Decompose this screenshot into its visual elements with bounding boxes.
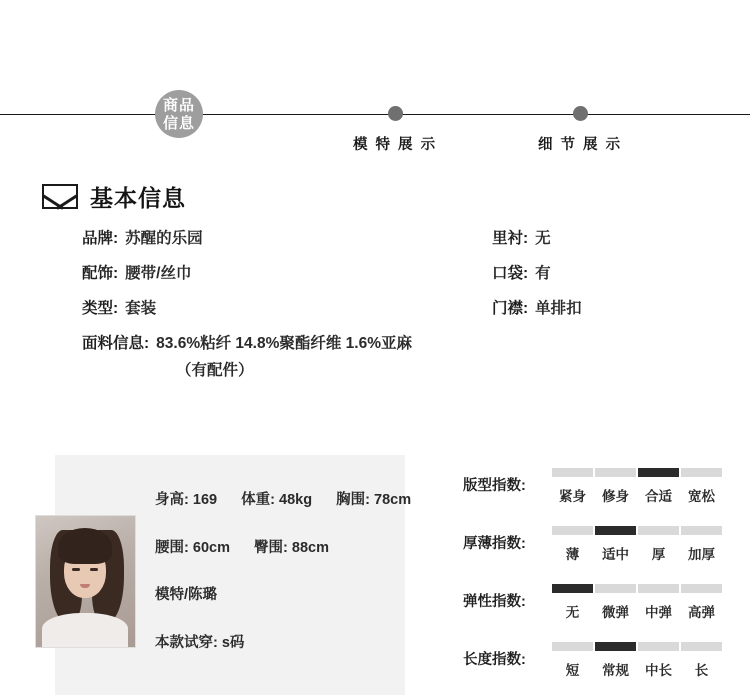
index-option-label: 修身 — [602, 489, 629, 504]
model-waist-label: 腰围: — [155, 539, 189, 556]
index-option-label: 常规 — [602, 663, 629, 678]
info-label: 门襟: — [492, 300, 529, 317]
index-option-label: 薄 — [565, 547, 580, 562]
stepper-circle-line1: 商品 — [162, 96, 195, 114]
stepper-dot-detail-display — [573, 106, 588, 121]
model-spec-row — [155, 493, 411, 508]
index-thickness — [463, 518, 743, 576]
index-length — [463, 634, 743, 692]
model-hip-label: 臀围: — [254, 539, 288, 556]
index-option-active — [594, 526, 637, 563]
stepper-label-model-display: 模 特 展 示 — [353, 137, 438, 153]
index-bar — [595, 584, 636, 593]
index-option — [680, 642, 723, 679]
index-option-label: 中长 — [645, 663, 672, 678]
index-option-label: 中弹 — [645, 605, 672, 620]
info-value: 无 — [535, 230, 551, 247]
index-bar — [638, 642, 679, 651]
index-bar — [638, 584, 679, 593]
index-option-label: 宽松 — [688, 489, 715, 504]
index-option-active — [594, 642, 637, 679]
index-option — [680, 526, 723, 563]
index-scale — [551, 468, 723, 505]
fabric-label: 面料信息: — [82, 335, 150, 352]
info-cell — [82, 298, 492, 320]
info-cell — [492, 263, 551, 285]
envelope-icon — [42, 184, 78, 209]
info-cell — [82, 263, 492, 285]
info-label: 里衬: — [492, 230, 529, 247]
index-bar — [681, 526, 722, 535]
index-option — [680, 584, 723, 621]
model-weight-label: 体重: — [241, 492, 275, 508]
info-value: 苏醒的乐园 — [125, 230, 203, 247]
index-option-active — [551, 584, 594, 621]
index-bar — [552, 468, 593, 477]
info-value: 套装 — [125, 300, 157, 317]
info-row-fabric — [82, 333, 702, 355]
index-bar — [681, 468, 722, 477]
index-scale — [551, 526, 723, 563]
model-hip-value: 88cm — [291, 539, 329, 556]
index-option — [637, 642, 680, 679]
info-label: 类型: — [82, 300, 119, 317]
index-bar — [681, 584, 722, 593]
index-option-label: 紧身 — [559, 489, 586, 504]
index-fit — [463, 460, 743, 518]
model-bust-value: 78cm — [374, 492, 412, 508]
fabric-extra-note: （有配件） — [176, 362, 254, 379]
index-option-active — [637, 468, 680, 505]
index-scale — [551, 584, 723, 621]
info-label: 配饰: — [82, 265, 119, 282]
avatar-eye-left — [72, 568, 80, 571]
index-bar — [595, 468, 636, 477]
avatar-eye-right — [90, 568, 98, 571]
stepper-step-model-display[interactable] — [353, 106, 437, 154]
index-option — [551, 526, 594, 563]
index-bar — [552, 584, 593, 593]
index-label: 长度指数: — [463, 652, 526, 668]
index-option-label: 高弹 — [688, 605, 715, 620]
basic-info-title: 基本信息 — [90, 185, 186, 211]
fabric-value: 83.6%粘纤 14.8%聚酯纤维 1.6%亚麻 — [156, 335, 413, 352]
info-value: 有 — [535, 265, 551, 282]
stepper-circle-line2: 信息 — [162, 114, 195, 132]
index-option — [551, 468, 594, 505]
index-option — [680, 468, 723, 505]
model-info-card — [55, 455, 412, 695]
index-scale — [551, 642, 723, 679]
index-option — [594, 584, 637, 621]
index-option — [551, 642, 594, 679]
index-option-label: 适中 — [602, 547, 629, 562]
progress-stepper — [0, 0, 750, 160]
model-name: 模特/陈璐 — [155, 587, 218, 603]
info-cell — [82, 228, 492, 250]
index-option-label: 微弹 — [602, 605, 629, 620]
model-height-value: 169 — [192, 492, 218, 508]
info-label: 品牌: — [82, 230, 119, 247]
info-cell — [492, 298, 582, 320]
stepper-circle-goods-info — [155, 90, 203, 138]
stepper-step-detail-display[interactable] — [538, 106, 622, 154]
index-option-label: 加厚 — [688, 547, 715, 562]
garment-index-panel — [463, 460, 743, 692]
avatar-shoulders — [42, 613, 128, 647]
index-label: 版型指数: — [463, 478, 526, 494]
index-option — [637, 584, 680, 621]
stepper-step-goods-info[interactable] — [155, 90, 203, 138]
info-cell — [492, 228, 551, 250]
info-value: 单排扣 — [535, 300, 582, 317]
index-elasticity — [463, 576, 743, 634]
index-option-label: 合适 — [645, 489, 672, 504]
index-bar — [595, 642, 636, 651]
index-bar — [552, 526, 593, 535]
info-label: 口袋: — [492, 265, 529, 282]
stepper-label-detail-display: 细 节 展 示 — [538, 137, 623, 153]
index-bar — [681, 642, 722, 651]
index-option — [637, 526, 680, 563]
index-option-label: 长 — [694, 663, 709, 678]
info-row — [82, 228, 702, 250]
model-spec-row — [155, 541, 411, 556]
basic-info-heading — [42, 180, 186, 213]
index-option-label: 短 — [565, 663, 580, 678]
stepper-dot-model-display — [388, 106, 403, 121]
index-option-label: 无 — [565, 605, 580, 620]
basic-info-table — [82, 228, 702, 383]
info-row — [82, 298, 702, 320]
model-waist-value: 60cm — [192, 539, 230, 556]
index-option-label: 厚 — [651, 547, 666, 562]
model-avatar-photo — [35, 515, 136, 648]
model-weight-value: 48kg — [279, 492, 313, 508]
index-label: 弹性指数: — [463, 594, 526, 610]
info-value: 腰带/丝巾 — [125, 265, 192, 282]
index-bar — [638, 526, 679, 535]
index-label: 厚薄指数: — [463, 536, 526, 552]
info-row — [82, 263, 702, 285]
index-bar — [552, 642, 593, 651]
model-specs — [155, 493, 411, 683]
avatar-hair-top — [58, 528, 112, 564]
model-height-label: 身高: — [155, 492, 189, 508]
model-bust-label: 胸围: — [336, 492, 370, 508]
model-try-on-size: 本款试穿: s码 — [155, 634, 245, 651]
index-bar — [638, 468, 679, 477]
info-cell — [82, 333, 412, 355]
index-option — [594, 468, 637, 505]
index-bar — [595, 526, 636, 535]
